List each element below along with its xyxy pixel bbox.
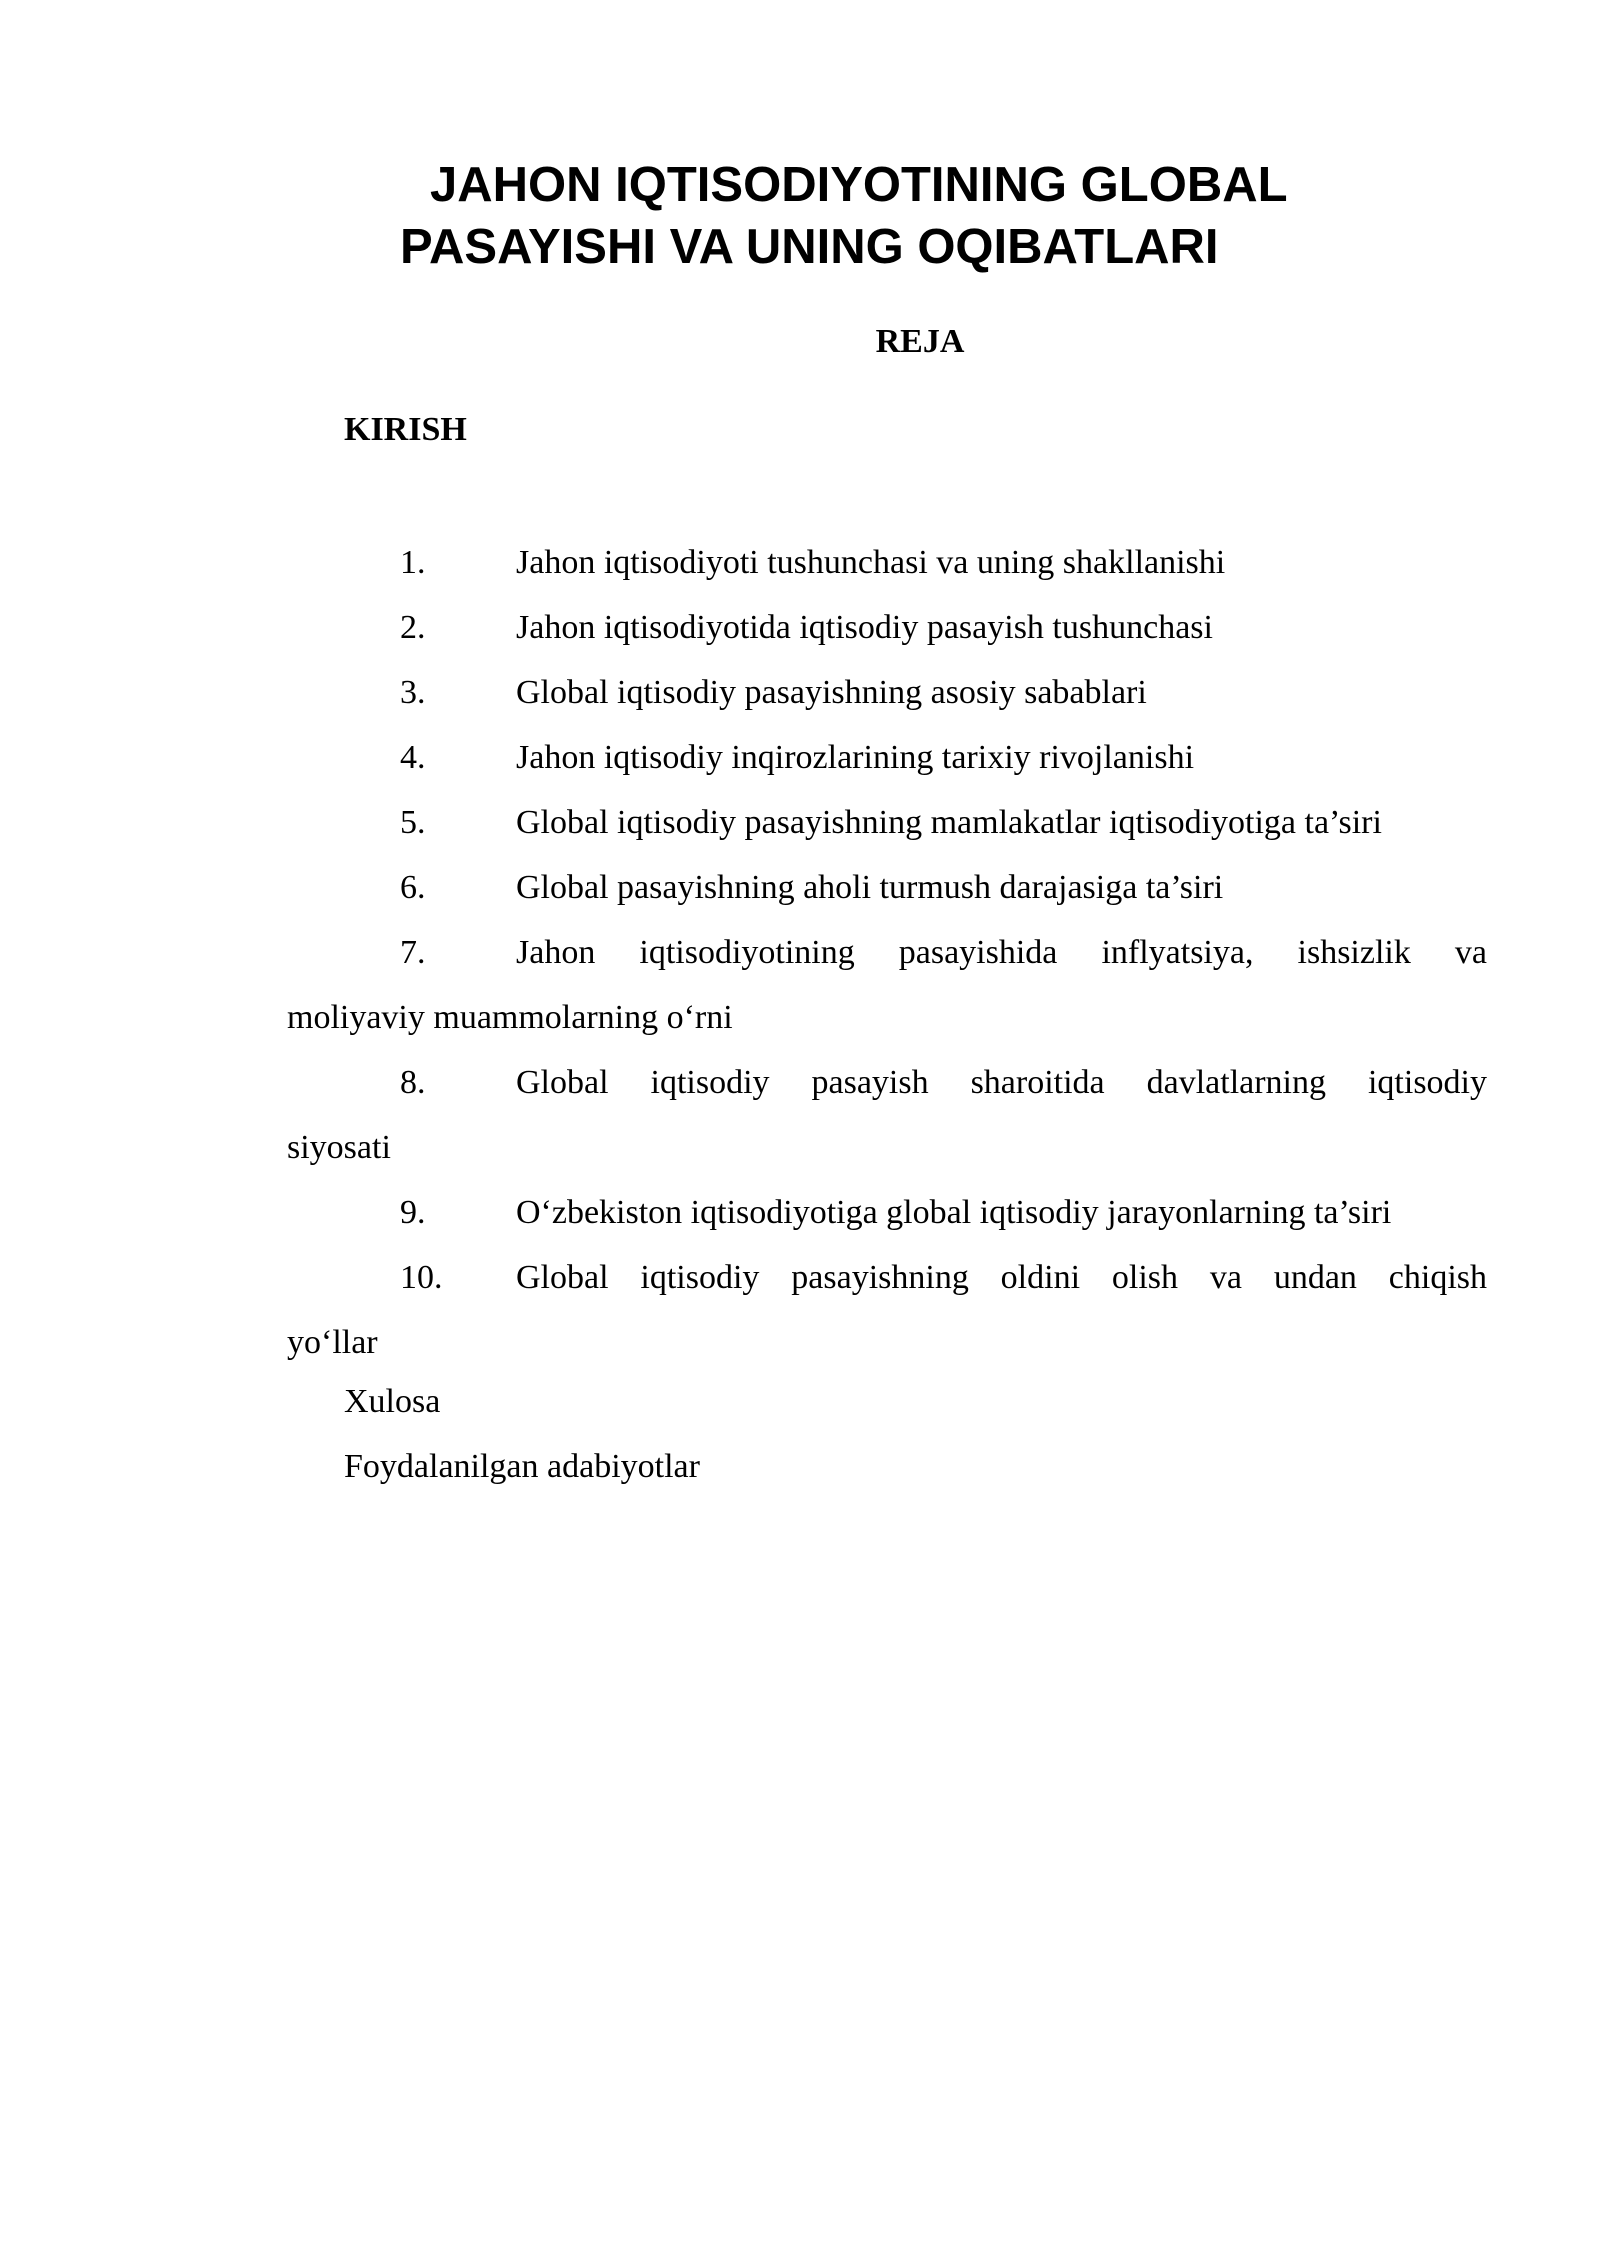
document-title: JAHON IQTISODIYOTINING GLOBAL PASAYISHI VA UNING OQIBATLARI (400, 158, 1287, 274)
plan-item (287, 725, 1487, 790)
plan-item-text-line2: moliyaviy muammolarning o‘rni (287, 999, 733, 1036)
plan-item (287, 1180, 1487, 1245)
conclusion-label: Xulosa (344, 1383, 441, 1420)
plan-item (287, 1245, 1487, 1375)
plan-heading: REJA (875, 323, 965, 360)
plan-item-text-line2: yo‘llar (287, 1324, 378, 1361)
plan-item-number: 4. (400, 739, 426, 776)
plan-item-number: 3. (400, 674, 426, 711)
plan-item (287, 530, 1487, 595)
plan-item-number: 1. (400, 544, 426, 581)
plan-item (287, 855, 1487, 920)
plan-item-text: O‘zbekiston iqtisodiyotiga global iqtisodiy jarayonlarning ta’siri (516, 1194, 1392, 1231)
plan-item-number: 8. (400, 1064, 426, 1101)
plan-list (287, 530, 1487, 1375)
plan-item-number: 2. (400, 609, 426, 646)
references-label: Foydalanilgan adabiyotlar (344, 1448, 700, 1485)
plan-item-number: 5. (400, 804, 426, 841)
plan-item-text: Jahon iqtisodiyoti tushunchasi va uning shakllanishi (516, 544, 1226, 581)
plan-item-number: 6. (400, 869, 426, 906)
plan-item-text-line1: Global iqtisodiy pasayish sharoitida davlatlarning iqtisodiy (516, 1064, 1487, 1101)
plan-item-text: Global iqtisodiy pasayishning mamlakatlar iqtisodiyotiga ta’siri (516, 804, 1382, 841)
plan-item-text: Global iqtisodiy pasayishning asosiy sabablari (516, 674, 1147, 711)
plan-item-text: Jahon iqtisodiyotida iqtisodiy pasayish tushunchasi (516, 609, 1213, 646)
plan-item-number: 7. (400, 934, 426, 971)
plan-item-text: Global pasayishning aholi turmush darajasiga ta’siri (516, 869, 1224, 906)
plan-item-text-line1: Jahon iqtisodiyotining pasayishida inflyatsiya, ishsizlik va (516, 934, 1487, 971)
plan-item (287, 660, 1487, 725)
plan-item-text: Jahon iqtisodiy inqirozlarining tarixiy rivojlanishi (516, 739, 1195, 776)
intro-label: KIRISH (344, 411, 467, 448)
plan-item (287, 1050, 1487, 1180)
plan-item-number: 10. (400, 1259, 443, 1296)
plan-item-text-line2: siyosati (287, 1129, 391, 1166)
plan-item-text-line1: Global iqtisodiy pasayishning oldini olish va undan chiqish (516, 1259, 1487, 1296)
plan-item-number: 9. (400, 1194, 426, 1231)
plan-item (287, 920, 1487, 1050)
plan-item (287, 790, 1487, 855)
plan-item (287, 595, 1487, 660)
